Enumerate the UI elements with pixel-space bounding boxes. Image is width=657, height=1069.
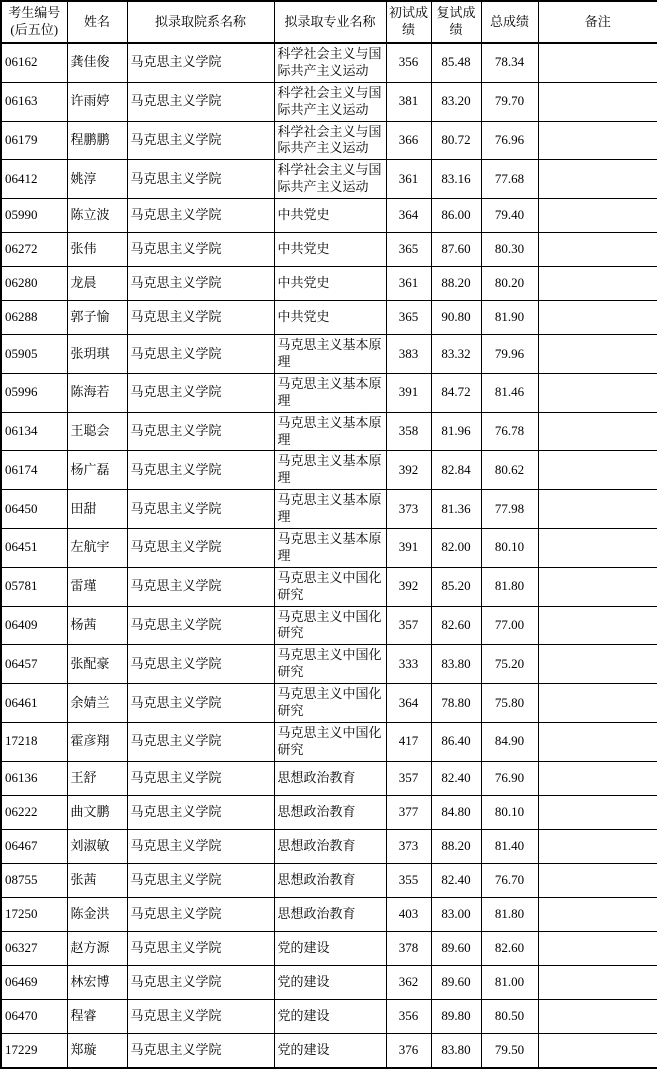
cell-total-score: 77.00 bbox=[481, 606, 538, 645]
cell-college: 马克思主义学院 bbox=[127, 43, 274, 82]
cell-total-score: 76.78 bbox=[481, 412, 538, 451]
cell-note bbox=[538, 160, 657, 199]
cell-name: 龙晨 bbox=[67, 267, 127, 301]
cell-major: 马克思主义基本原理 bbox=[274, 451, 386, 490]
table-row bbox=[1, 451, 657, 490]
cell-total-score: 80.20 bbox=[481, 267, 538, 301]
cell-total-score: 77.68 bbox=[481, 160, 538, 199]
cell-initial-score: 333 bbox=[386, 645, 431, 684]
cell-candidate-id: 06280 bbox=[1, 267, 67, 301]
table-row bbox=[1, 722, 657, 761]
cell-retest-score: 78.80 bbox=[431, 684, 481, 723]
cell-name: 王舒 bbox=[67, 761, 127, 795]
cell-total-score: 81.90 bbox=[481, 301, 538, 335]
cell-college: 马克思主义学院 bbox=[127, 233, 274, 267]
cell-candidate-id: 06412 bbox=[1, 160, 67, 199]
cell-note bbox=[538, 761, 657, 795]
cell-initial-score: 362 bbox=[386, 965, 431, 999]
header-total-score: 总成绩 bbox=[481, 1, 538, 43]
cell-college: 马克思主义学院 bbox=[127, 863, 274, 897]
cell-candidate-id: 06469 bbox=[1, 965, 67, 999]
cell-major: 中共党史 bbox=[274, 233, 386, 267]
header-row bbox=[1, 1, 657, 43]
cell-total-score: 81.46 bbox=[481, 373, 538, 412]
cell-candidate-id: 06467 bbox=[1, 829, 67, 863]
cell-name: 曲文鹏 bbox=[67, 795, 127, 829]
cell-retest-score: 85.20 bbox=[431, 567, 481, 606]
cell-note bbox=[538, 335, 657, 374]
cell-note bbox=[538, 1033, 657, 1068]
cell-college: 马克思主义学院 bbox=[127, 645, 274, 684]
cell-note bbox=[538, 931, 657, 965]
cell-total-score: 82.60 bbox=[481, 931, 538, 965]
table-row bbox=[1, 761, 657, 795]
cell-name: 姚淳 bbox=[67, 160, 127, 199]
cell-retest-score: 84.72 bbox=[431, 373, 481, 412]
cell-major: 思想政治教育 bbox=[274, 897, 386, 931]
cell-major: 马克思主义中国化研究 bbox=[274, 684, 386, 723]
cell-note bbox=[538, 82, 657, 121]
cell-name: 刘淑敏 bbox=[67, 829, 127, 863]
cell-initial-score: 381 bbox=[386, 82, 431, 121]
cell-retest-score: 86.40 bbox=[431, 722, 481, 761]
cell-retest-score: 82.40 bbox=[431, 761, 481, 795]
cell-note bbox=[538, 267, 657, 301]
table-row bbox=[1, 1033, 657, 1068]
cell-retest-score: 89.60 bbox=[431, 965, 481, 999]
cell-note bbox=[538, 999, 657, 1033]
table-row bbox=[1, 160, 657, 199]
cell-college: 马克思主义学院 bbox=[127, 897, 274, 931]
cell-college: 马克思主义学院 bbox=[127, 490, 274, 529]
cell-college: 马克思主义学院 bbox=[127, 267, 274, 301]
cell-retest-score: 80.72 bbox=[431, 121, 481, 160]
cell-note bbox=[538, 233, 657, 267]
cell-note bbox=[538, 529, 657, 568]
cell-college: 马克思主义学院 bbox=[127, 160, 274, 199]
cell-initial-score: 361 bbox=[386, 160, 431, 199]
cell-retest-score: 81.36 bbox=[431, 490, 481, 529]
cell-major: 科学社会主义与国际共产主义运动 bbox=[274, 43, 386, 82]
cell-note bbox=[538, 43, 657, 82]
cell-initial-score: 373 bbox=[386, 829, 431, 863]
cell-college: 马克思主义学院 bbox=[127, 1033, 274, 1068]
cell-total-score: 80.30 bbox=[481, 233, 538, 267]
cell-initial-score: 364 bbox=[386, 199, 431, 233]
cell-note bbox=[538, 121, 657, 160]
cell-candidate-id: 06451 bbox=[1, 529, 67, 568]
table-row bbox=[1, 606, 657, 645]
cell-college: 马克思主义学院 bbox=[127, 199, 274, 233]
header-major: 拟录取专业名称 bbox=[274, 1, 386, 43]
cell-retest-score: 89.60 bbox=[431, 931, 481, 965]
cell-note bbox=[538, 451, 657, 490]
cell-initial-score: 392 bbox=[386, 451, 431, 490]
cell-total-score: 79.70 bbox=[481, 82, 538, 121]
cell-major: 党的建设 bbox=[274, 999, 386, 1033]
cell-total-score: 81.00 bbox=[481, 965, 538, 999]
cell-name: 张茜 bbox=[67, 863, 127, 897]
cell-note bbox=[538, 863, 657, 897]
cell-retest-score: 85.48 bbox=[431, 43, 481, 82]
cell-initial-score: 391 bbox=[386, 529, 431, 568]
cell-retest-score: 82.84 bbox=[431, 451, 481, 490]
cell-note bbox=[538, 684, 657, 723]
cell-college: 马克思主义学院 bbox=[127, 684, 274, 723]
cell-college: 马克思主义学院 bbox=[127, 121, 274, 160]
cell-total-score: 80.50 bbox=[481, 999, 538, 1033]
cell-name: 郑璇 bbox=[67, 1033, 127, 1068]
cell-major: 思想政治教育 bbox=[274, 829, 386, 863]
cell-college: 马克思主义学院 bbox=[127, 412, 274, 451]
cell-total-score: 79.50 bbox=[481, 1033, 538, 1068]
cell-note bbox=[538, 829, 657, 863]
cell-retest-score: 83.32 bbox=[431, 335, 481, 374]
cell-candidate-id: 06327 bbox=[1, 931, 67, 965]
cell-total-score: 75.20 bbox=[481, 645, 538, 684]
cell-candidate-id: 06288 bbox=[1, 301, 67, 335]
cell-note bbox=[538, 897, 657, 931]
cell-major: 党的建设 bbox=[274, 1033, 386, 1068]
cell-initial-score: 403 bbox=[386, 897, 431, 931]
cell-name: 雷瑾 bbox=[67, 567, 127, 606]
cell-retest-score: 82.40 bbox=[431, 863, 481, 897]
cell-major: 马克思主义中国化研究 bbox=[274, 645, 386, 684]
cell-major: 马克思主义基本原理 bbox=[274, 412, 386, 451]
cell-initial-score: 383 bbox=[386, 335, 431, 374]
cell-college: 马克思主义学院 bbox=[127, 606, 274, 645]
cell-name: 陈立波 bbox=[67, 199, 127, 233]
table-row bbox=[1, 301, 657, 335]
table-row bbox=[1, 897, 657, 931]
cell-total-score: 84.90 bbox=[481, 722, 538, 761]
cell-total-score: 79.40 bbox=[481, 199, 538, 233]
cell-total-score: 79.96 bbox=[481, 335, 538, 374]
cell-college: 马克思主义学院 bbox=[127, 301, 274, 335]
cell-note bbox=[538, 199, 657, 233]
cell-name: 陈金洪 bbox=[67, 897, 127, 931]
cell-initial-score: 377 bbox=[386, 795, 431, 829]
cell-college: 马克思主义学院 bbox=[127, 965, 274, 999]
table-row bbox=[1, 412, 657, 451]
cell-retest-score: 83.16 bbox=[431, 160, 481, 199]
cell-initial-score: 355 bbox=[386, 863, 431, 897]
header-note: 备注 bbox=[538, 1, 657, 43]
cell-college: 马克思主义学院 bbox=[127, 795, 274, 829]
table-body bbox=[1, 43, 657, 1068]
cell-candidate-id: 06134 bbox=[1, 412, 67, 451]
cell-note bbox=[538, 606, 657, 645]
cell-college: 马克思主义学院 bbox=[127, 761, 274, 795]
cell-major: 思想政治教育 bbox=[274, 795, 386, 829]
table-row bbox=[1, 373, 657, 412]
cell-name: 赵方源 bbox=[67, 931, 127, 965]
header-name: 姓名 bbox=[67, 1, 127, 43]
table-row bbox=[1, 863, 657, 897]
cell-retest-score: 90.80 bbox=[431, 301, 481, 335]
cell-candidate-id: 06470 bbox=[1, 999, 67, 1033]
cell-total-score: 81.40 bbox=[481, 829, 538, 863]
cell-retest-score: 82.60 bbox=[431, 606, 481, 645]
cell-name: 霍彦翔 bbox=[67, 722, 127, 761]
cell-major: 马克思主义中国化研究 bbox=[274, 606, 386, 645]
cell-retest-score: 88.20 bbox=[431, 829, 481, 863]
cell-total-score: 75.80 bbox=[481, 684, 538, 723]
cell-major: 科学社会主义与国际共产主义运动 bbox=[274, 82, 386, 121]
header-initial-score: 初试成绩 bbox=[386, 1, 431, 43]
cell-name: 杨茜 bbox=[67, 606, 127, 645]
cell-initial-score: 356 bbox=[386, 999, 431, 1033]
table-row bbox=[1, 931, 657, 965]
cell-college: 马克思主义学院 bbox=[127, 931, 274, 965]
cell-total-score: 81.80 bbox=[481, 897, 538, 931]
cell-note bbox=[538, 490, 657, 529]
table-row bbox=[1, 529, 657, 568]
cell-retest-score: 83.20 bbox=[431, 82, 481, 121]
cell-initial-score: 357 bbox=[386, 606, 431, 645]
cell-name: 许雨婷 bbox=[67, 82, 127, 121]
cell-name: 郭子愉 bbox=[67, 301, 127, 335]
cell-name: 王聪会 bbox=[67, 412, 127, 451]
cell-note bbox=[538, 373, 657, 412]
cell-candidate-id: 06179 bbox=[1, 121, 67, 160]
cell-initial-score: 392 bbox=[386, 567, 431, 606]
cell-name: 程鹏鹏 bbox=[67, 121, 127, 160]
cell-retest-score: 81.96 bbox=[431, 412, 481, 451]
cell-name: 田甜 bbox=[67, 490, 127, 529]
cell-major: 党的建设 bbox=[274, 931, 386, 965]
cell-total-score: 80.62 bbox=[481, 451, 538, 490]
cell-retest-score: 86.00 bbox=[431, 199, 481, 233]
cell-initial-score: 356 bbox=[386, 43, 431, 82]
table-row bbox=[1, 684, 657, 723]
cell-college: 马克思主义学院 bbox=[127, 999, 274, 1033]
cell-initial-score: 373 bbox=[386, 490, 431, 529]
cell-initial-score: 357 bbox=[386, 761, 431, 795]
table-row bbox=[1, 567, 657, 606]
cell-name: 张玥琪 bbox=[67, 335, 127, 374]
cell-major: 中共党史 bbox=[274, 301, 386, 335]
cell-major: 马克思主义中国化研究 bbox=[274, 567, 386, 606]
cell-college: 马克思主义学院 bbox=[127, 567, 274, 606]
cell-name: 张配豪 bbox=[67, 645, 127, 684]
header-candidate-id: 考生编号(后五位) bbox=[1, 1, 67, 43]
cell-initial-score: 378 bbox=[386, 931, 431, 965]
cell-initial-score: 376 bbox=[386, 1033, 431, 1068]
cell-major: 思想政治教育 bbox=[274, 863, 386, 897]
cell-note bbox=[538, 965, 657, 999]
cell-initial-score: 365 bbox=[386, 301, 431, 335]
table-header bbox=[1, 1, 657, 43]
table-row bbox=[1, 335, 657, 374]
cell-major: 马克思主义基本原理 bbox=[274, 335, 386, 374]
cell-college: 马克思主义学院 bbox=[127, 451, 274, 490]
cell-retest-score: 87.60 bbox=[431, 233, 481, 267]
header-college: 拟录取院系名称 bbox=[127, 1, 274, 43]
cell-retest-score: 83.00 bbox=[431, 897, 481, 931]
cell-name: 张伟 bbox=[67, 233, 127, 267]
cell-note bbox=[538, 301, 657, 335]
cell-initial-score: 366 bbox=[386, 121, 431, 160]
cell-total-score: 76.90 bbox=[481, 761, 538, 795]
cell-note bbox=[538, 645, 657, 684]
cell-initial-score: 358 bbox=[386, 412, 431, 451]
cell-major: 思想政治教育 bbox=[274, 761, 386, 795]
cell-retest-score: 84.80 bbox=[431, 795, 481, 829]
cell-initial-score: 364 bbox=[386, 684, 431, 723]
cell-initial-score: 391 bbox=[386, 373, 431, 412]
cell-candidate-id: 06457 bbox=[1, 645, 67, 684]
cell-retest-score: 88.20 bbox=[431, 267, 481, 301]
cell-note bbox=[538, 722, 657, 761]
cell-name: 杨广磊 bbox=[67, 451, 127, 490]
table-row bbox=[1, 795, 657, 829]
cell-major: 中共党史 bbox=[274, 267, 386, 301]
cell-college: 马克思主义学院 bbox=[127, 373, 274, 412]
cell-candidate-id: 06162 bbox=[1, 43, 67, 82]
cell-retest-score: 89.80 bbox=[431, 999, 481, 1033]
cell-candidate-id: 17250 bbox=[1, 897, 67, 931]
cell-name: 程睿 bbox=[67, 999, 127, 1033]
table-row bbox=[1, 999, 657, 1033]
table-row bbox=[1, 121, 657, 160]
cell-note bbox=[538, 567, 657, 606]
cell-candidate-id: 06450 bbox=[1, 490, 67, 529]
header-retest-score: 复试成绩 bbox=[431, 1, 481, 43]
cell-major: 马克思主义中国化研究 bbox=[274, 722, 386, 761]
table-row bbox=[1, 645, 657, 684]
table-row bbox=[1, 490, 657, 529]
cell-total-score: 77.98 bbox=[481, 490, 538, 529]
table-row bbox=[1, 199, 657, 233]
cell-major: 马克思主义基本原理 bbox=[274, 490, 386, 529]
cell-retest-score: 83.80 bbox=[431, 1033, 481, 1068]
cell-name: 陈海若 bbox=[67, 373, 127, 412]
cell-college: 马克思主义学院 bbox=[127, 722, 274, 761]
cell-candidate-id: 06136 bbox=[1, 761, 67, 795]
cell-candidate-id: 06163 bbox=[1, 82, 67, 121]
table-row bbox=[1, 965, 657, 999]
cell-initial-score: 365 bbox=[386, 233, 431, 267]
cell-note bbox=[538, 412, 657, 451]
cell-college: 马克思主义学院 bbox=[127, 82, 274, 121]
table-row bbox=[1, 267, 657, 301]
cell-major: 科学社会主义与国际共产主义运动 bbox=[274, 121, 386, 160]
cell-total-score: 76.96 bbox=[481, 121, 538, 160]
cell-major: 党的建设 bbox=[274, 965, 386, 999]
cell-initial-score: 361 bbox=[386, 267, 431, 301]
cell-candidate-id: 06461 bbox=[1, 684, 67, 723]
cell-total-score: 80.10 bbox=[481, 795, 538, 829]
cell-initial-score: 417 bbox=[386, 722, 431, 761]
cell-note bbox=[538, 795, 657, 829]
cell-candidate-id: 17218 bbox=[1, 722, 67, 761]
cell-candidate-id: 06272 bbox=[1, 233, 67, 267]
cell-total-score: 78.34 bbox=[481, 43, 538, 82]
cell-major: 科学社会主义与国际共产主义运动 bbox=[274, 160, 386, 199]
cell-total-score: 81.80 bbox=[481, 567, 538, 606]
cell-candidate-id: 05781 bbox=[1, 567, 67, 606]
cell-name: 林宏博 bbox=[67, 965, 127, 999]
cell-candidate-id: 17229 bbox=[1, 1033, 67, 1068]
cell-major: 马克思主义基本原理 bbox=[274, 529, 386, 568]
cell-college: 马克思主义学院 bbox=[127, 335, 274, 374]
cell-candidate-id: 05990 bbox=[1, 199, 67, 233]
cell-retest-score: 83.80 bbox=[431, 645, 481, 684]
cell-candidate-id: 05996 bbox=[1, 373, 67, 412]
cell-candidate-id: 06409 bbox=[1, 606, 67, 645]
cell-name: 左航宇 bbox=[67, 529, 127, 568]
cell-retest-score: 82.00 bbox=[431, 529, 481, 568]
cell-college: 马克思主义学院 bbox=[127, 829, 274, 863]
table-row bbox=[1, 233, 657, 267]
cell-candidate-id: 08755 bbox=[1, 863, 67, 897]
cell-total-score: 80.10 bbox=[481, 529, 538, 568]
cell-candidate-id: 06222 bbox=[1, 795, 67, 829]
cell-name: 龚佳俊 bbox=[67, 43, 127, 82]
table-row bbox=[1, 82, 657, 121]
cell-college: 马克思主义学院 bbox=[127, 529, 274, 568]
table-row bbox=[1, 829, 657, 863]
cell-total-score: 76.70 bbox=[481, 863, 538, 897]
cell-candidate-id: 05905 bbox=[1, 335, 67, 374]
table-row bbox=[1, 43, 657, 82]
cell-candidate-id: 06174 bbox=[1, 451, 67, 490]
cell-name: 余婧兰 bbox=[67, 684, 127, 723]
cell-major: 马克思主义基本原理 bbox=[274, 373, 386, 412]
cell-major: 中共党史 bbox=[274, 199, 386, 233]
